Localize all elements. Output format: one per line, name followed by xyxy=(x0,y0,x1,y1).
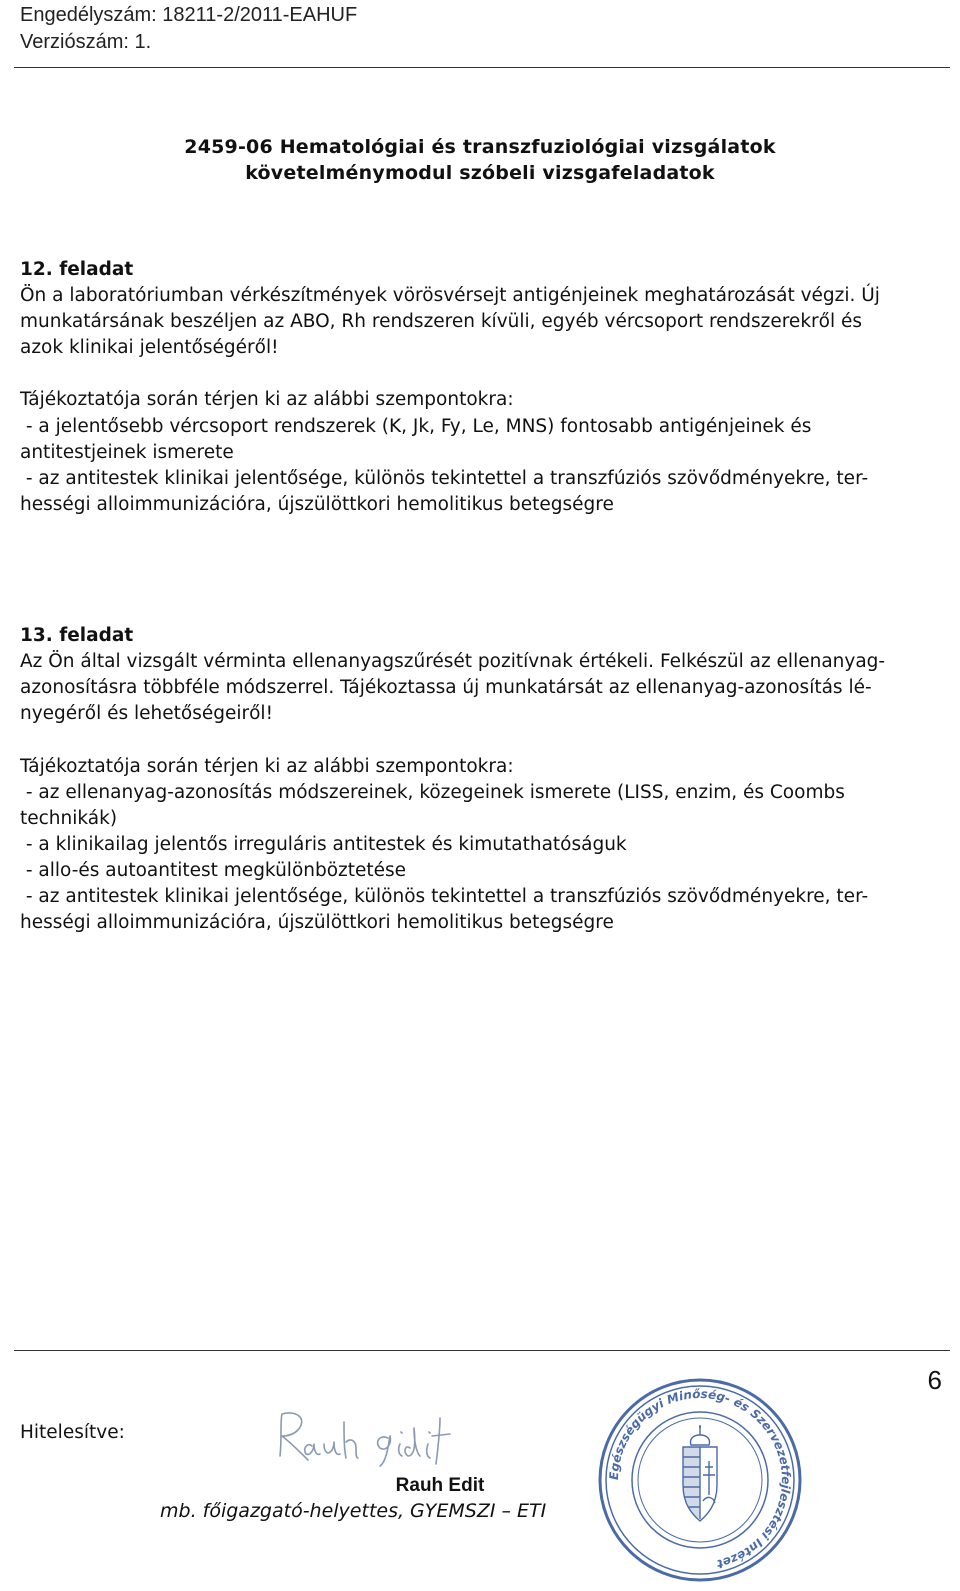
seal-ring-text: Egészségügyi Minőség- és Szervezetfejlesztési Intézet xyxy=(606,1386,794,1572)
handwritten-signature xyxy=(268,1408,478,1470)
task-12-intro-line: azok klinikai jelentőségéről! xyxy=(20,337,279,358)
task-12-points-lead: Tájékoztatója során térjen ki az alábbi szempontokra: xyxy=(20,389,514,410)
task-13-intro-line: nyegéről és lehetőségeiről! xyxy=(20,703,273,724)
signer-role: mb. főigazgató-helyettes, GYEMSZI – ETI xyxy=(160,1500,547,1522)
version-number: Verziószám: 1. xyxy=(20,31,152,53)
task-13-points-lead: Tájékoztatója során térjen ki az alábbi szempontokra: xyxy=(20,756,514,777)
task-12-intro-line: Ön a laboratóriumban vérkészítmények vörösvérsejt antigénjeinek meghatározását végzi. Új xyxy=(20,285,880,306)
task-12-point-line: antitestjeinek ismerete xyxy=(20,442,234,463)
header-divider xyxy=(14,67,950,68)
page-number: 6 xyxy=(927,1365,942,1395)
task-13-heading: 13. feladat xyxy=(20,625,134,646)
document-title-line-1: 2459-06 Hematológiai és transzfuziológiai vizsgálatok xyxy=(184,136,776,158)
document-title-line-2: követelménymodul szóbeli vizsgafeladatok xyxy=(245,162,715,184)
license-number: Engedélyszám: 18211-2/2011-EAHUF xyxy=(20,4,358,26)
task-13-point-line: - allo-és autoantitest megkülönböztetése xyxy=(20,860,407,881)
task-12-point-line: hességi alloimmunizációra, újszülöttkori hemolitikus betegségre xyxy=(20,494,614,515)
task-13-point-line: - az antitestek klinikai jelentősége, különös tekintettel a transzfúziós szövődményekre, ter- xyxy=(20,886,869,907)
task-13-point-line: hességi alloimmunizációra, újszülöttkori hemolitikus betegségre xyxy=(20,912,614,933)
task-12-point-line: - a jelentősebb vércsoport rendszerek (K, Jk, Fy, Le, MNS) fontosabb antigénjeinek és xyxy=(20,416,812,437)
task-13-intro-line: azonosításra többféle módszerrel. Tájékoztassa új munkatársát az ellenanyag-azonosítás lé- xyxy=(20,677,872,698)
task-13-point-line: - az ellenanyag-azonosítás módszereinek, közegeinek ismerete (LISS, enzim, és Coombs xyxy=(20,782,845,803)
official-seal xyxy=(595,1375,805,1585)
task-12-intro-line: munkatársának beszéljen az ABO, Rh rendszeren kívüli, egyéb vércsoport rendszerekről és xyxy=(20,311,862,332)
task-12-heading: 12. feladat xyxy=(20,259,134,280)
task-13-point-line: technikák) xyxy=(20,808,118,829)
signer-name: Rauh Edit xyxy=(395,1475,485,1496)
task-13-point-line: - a klinikailag jelentős irreguláris antitestek és kimutathatóságuk xyxy=(20,834,627,855)
task-13-intro-line: Az Ön által vizsgált vérminta ellenanyagszűrését pozitívnak értékeli. Felkészül az ellenanyag- xyxy=(20,651,886,672)
certified-label: Hitelesítve: xyxy=(20,1422,125,1443)
task-12-point-line: - az antitestek klinikai jelentősége, különös tekintettel a transzfúziós szövődményekre, ter- xyxy=(20,468,869,489)
footer-divider xyxy=(14,1350,950,1351)
